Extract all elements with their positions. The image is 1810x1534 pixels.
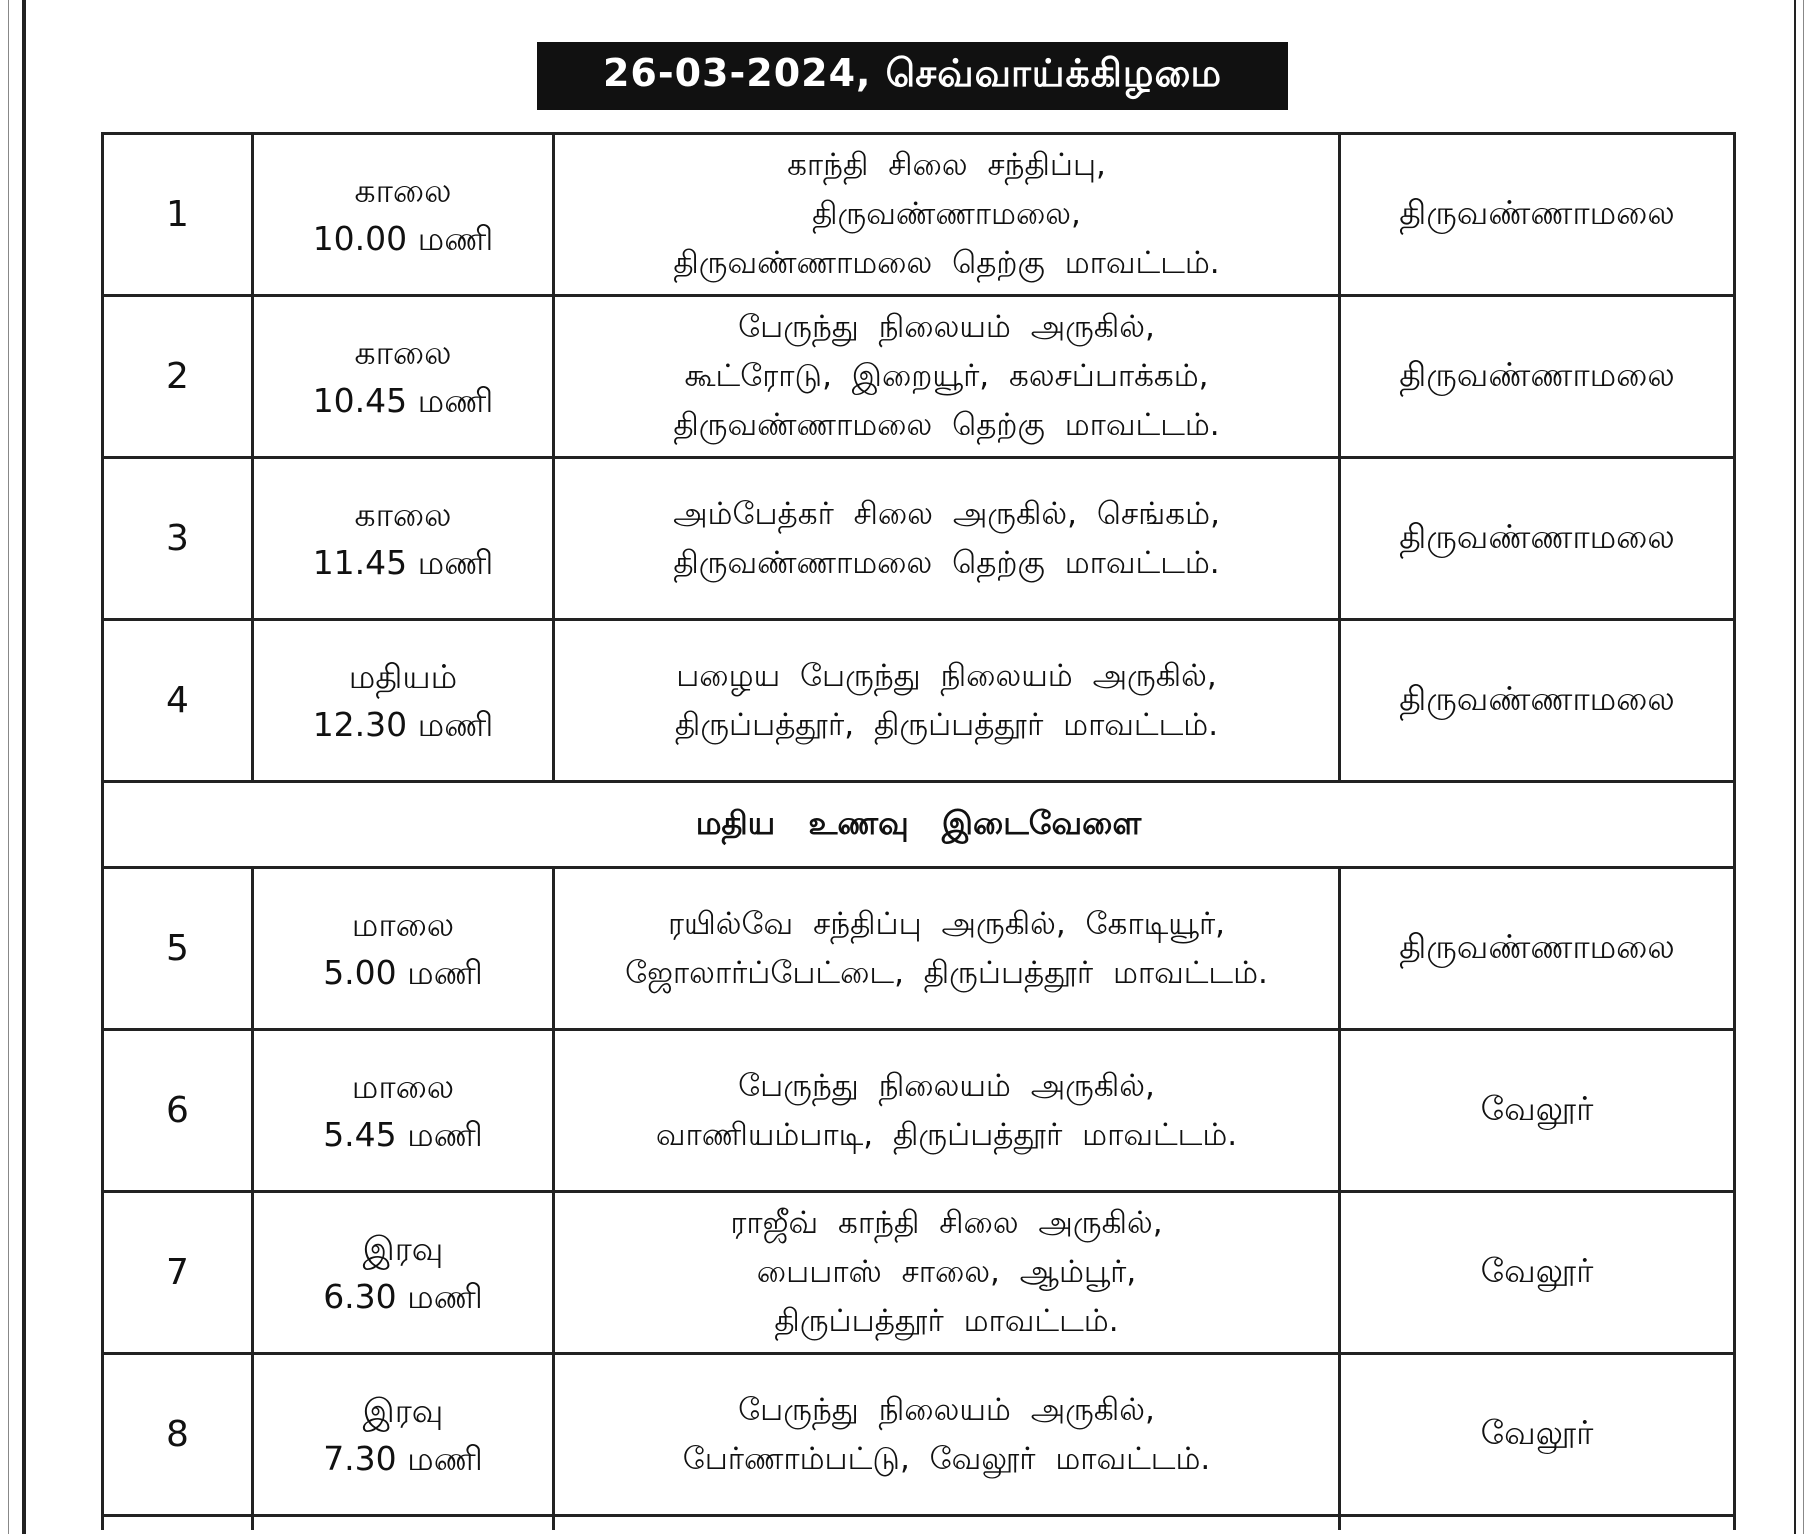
row-number-cell	[103, 620, 253, 782]
time-cell	[253, 620, 554, 782]
place-line: அம்பேத்கர் சிலை அருகில், செங்கம்,	[673, 495, 1220, 532]
place-line: திருப்பத்தூர், திருப்பத்தூர் மாவட்டம்.	[674, 706, 1219, 743]
row-number-cell	[103, 296, 253, 458]
time-value: 6.30 மணி	[323, 1276, 483, 1316]
row-number: 6	[166, 1090, 189, 1131]
lunch-break-cell	[103, 782, 1735, 868]
time-period: இரவு	[362, 1390, 444, 1430]
schedule-row	[103, 1354, 1735, 1516]
continuation-cell	[103, 1516, 253, 1530]
row-number: 1	[166, 194, 189, 235]
row-number: 5	[166, 928, 189, 969]
schedule-row	[103, 134, 1735, 296]
time-cell	[253, 296, 554, 458]
time-period: மாலை	[351, 1066, 455, 1106]
place-line: கூட்ரோடு, இறையூர், கலசப்பாக்கம்,	[684, 358, 1209, 394]
place-line: பழைய பேருந்து நிலையம் அருகில்,	[676, 657, 1217, 694]
row-number-cell	[103, 134, 253, 296]
district-name: திருவண்ணாமலை	[1399, 926, 1675, 966]
continuation-cell	[1340, 1516, 1735, 1530]
time-cell	[253, 1354, 554, 1516]
row-number-cell	[103, 1192, 253, 1354]
schedule-row	[103, 620, 1735, 782]
place-line: வாணியம்பாடி, திருப்பத்தூர் மாவட்டம்.	[655, 1116, 1238, 1153]
time-cell	[253, 134, 554, 296]
district-cell	[1340, 134, 1735, 296]
time-value: 10.45 மணி	[312, 380, 494, 420]
row-number-cell	[103, 1030, 253, 1192]
time-cell	[253, 868, 554, 1030]
page-edge-right	[1794, 0, 1796, 1534]
lunch-break-row	[103, 782, 1735, 868]
place-cell	[554, 1030, 1340, 1192]
row-number: 3	[166, 518, 189, 559]
district-cell	[1340, 868, 1735, 1030]
place-line: பைபாஸ் சாலை, ஆம்பூர்,	[756, 1254, 1137, 1290]
district-name: வேலூர்	[1480, 1088, 1594, 1128]
district-cell	[1340, 458, 1735, 620]
district-cell	[1340, 620, 1735, 782]
place-line: ராஜீவ் காந்தி சிலை அருகில்,	[730, 1205, 1163, 1241]
place-line: திருவண்ணாமலை தெற்கு மாவட்டம்.	[673, 544, 1220, 581]
place-cell	[554, 868, 1340, 1030]
schedule-row	[103, 296, 1735, 458]
place-line: பேருந்து நிலையம் அருகில்,	[738, 309, 1155, 345]
place-cell	[554, 296, 1340, 458]
place-line: பேருந்து நிலையம் அருகில்,	[738, 1391, 1155, 1428]
district-cell	[1340, 296, 1735, 458]
lunch-break-label: மதிய உணவு இடைவேளை	[695, 803, 1142, 842]
row-number: 8	[166, 1414, 189, 1455]
row-number: 2	[166, 356, 189, 397]
place-cell	[554, 134, 1340, 296]
place-line: திருவண்ணாமலை தெற்கு மாவட்டம்.	[673, 245, 1220, 281]
district-name: திருவண்ணாமலை	[1399, 192, 1675, 232]
page-edge-left-thin	[8, 0, 9, 1534]
district-name: வேலூர்	[1480, 1250, 1594, 1290]
schedule-row	[103, 458, 1735, 620]
district-cell	[1340, 1030, 1735, 1192]
row-number-cell	[103, 458, 253, 620]
schedule-body	[103, 134, 1735, 1530]
row-number-cell	[103, 868, 253, 1030]
schedule-table	[101, 132, 1736, 1530]
district-name: திருவண்ணாமலை	[1399, 516, 1675, 556]
continuation-cell	[554, 1516, 1340, 1530]
schedule-row	[103, 868, 1735, 1030]
place-line: ரயில்வே சந்திப்பு அருகில், கோடியூர்,	[667, 905, 1226, 942]
place-line: பேருந்து நிலையம் அருகில்,	[738, 1067, 1155, 1104]
place-cell	[554, 1354, 1340, 1516]
date-banner: 26-03-2024, செவ்வாய்க்கிழமை	[537, 42, 1288, 110]
place-line: திருவண்ணாமலை தெற்கு மாவட்டம்.	[673, 407, 1220, 443]
time-period: இரவு	[362, 1228, 444, 1268]
table-continuation-row	[103, 1516, 1735, 1530]
time-value: 5.00 மணி	[323, 952, 483, 992]
place-cell	[554, 620, 1340, 782]
time-value: 5.45 மணி	[323, 1114, 483, 1154]
time-period: காலை	[354, 332, 452, 372]
place-cell	[554, 458, 1340, 620]
time-period: காலை	[354, 494, 452, 534]
time-value: 7.30 மணி	[323, 1438, 483, 1478]
time-value: 12.30 மணி	[312, 704, 494, 744]
row-number-cell	[103, 1354, 253, 1516]
time-period: காலை	[354, 170, 452, 210]
continuation-cell	[253, 1516, 554, 1530]
place-line: திருவண்ணாமலை,	[812, 196, 1081, 232]
row-number: 7	[166, 1252, 189, 1293]
time-cell	[253, 1192, 554, 1354]
time-period: மாலை	[351, 904, 455, 944]
schedule-row	[103, 1192, 1735, 1354]
time-value: 11.45 மணி	[312, 542, 494, 582]
time-cell	[253, 458, 554, 620]
place-line: காந்தி சிலை சந்திப்பு,	[787, 147, 1106, 183]
time-cell	[253, 1030, 554, 1192]
place-line: திருப்பத்தூர் மாவட்டம்.	[774, 1303, 1119, 1339]
schedule-row	[103, 1030, 1735, 1192]
page-edge-right-thin	[1803, 0, 1804, 1534]
district-cell	[1340, 1192, 1735, 1354]
time-value: 10.00 மணி	[312, 218, 494, 258]
page-edge-left	[22, 0, 26, 1534]
place-cell	[554, 1192, 1340, 1354]
district-name: திருவண்ணாமலை	[1399, 678, 1675, 718]
row-number: 4	[166, 680, 189, 721]
place-line: ஜோலார்ப்பேட்டை, திருப்பத்தூர் மாவட்டம்.	[625, 954, 1268, 991]
place-line: பேர்ணாம்பட்டு, வேலூர் மாவட்டம்.	[682, 1440, 1211, 1477]
district-name: திருவண்ணாமலை	[1399, 354, 1675, 394]
district-name: வேலூர்	[1480, 1412, 1594, 1452]
district-cell	[1340, 1354, 1735, 1516]
time-period: மதியம்	[348, 656, 458, 696]
